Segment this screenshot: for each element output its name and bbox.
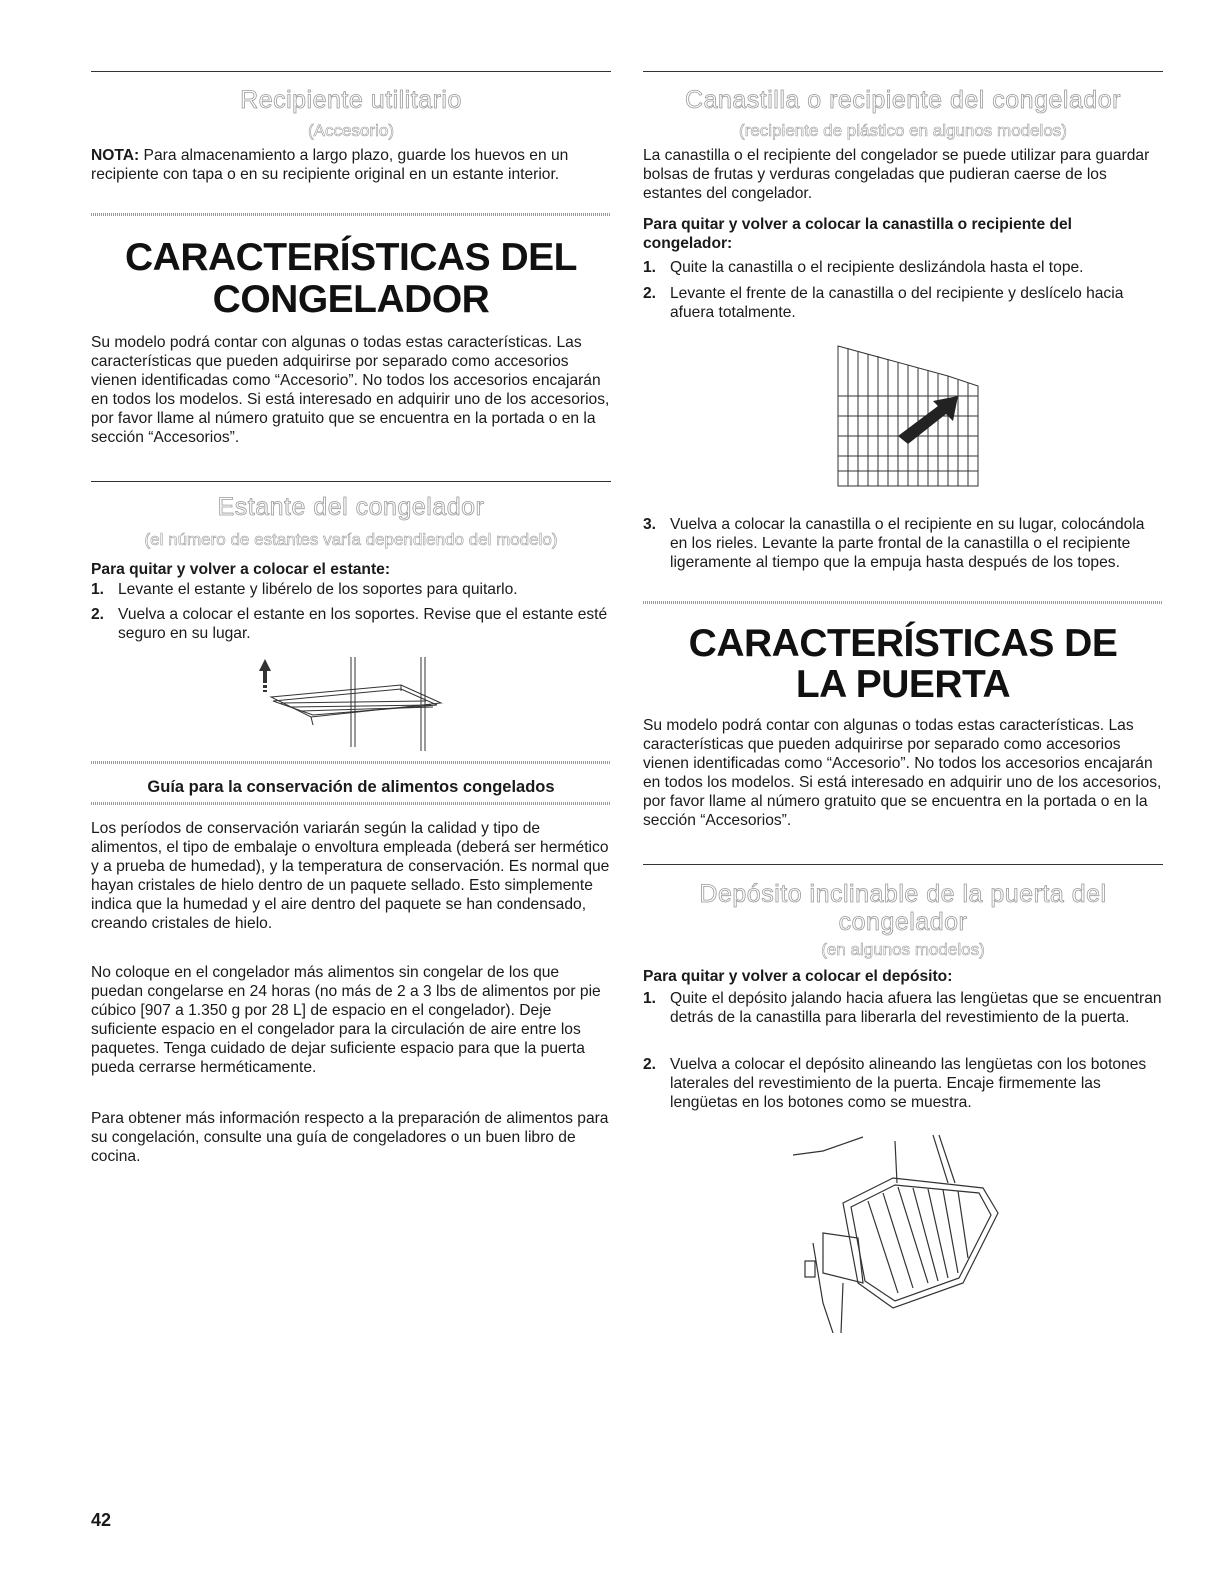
- section-divider: [643, 601, 1163, 604]
- guide-top-rule: [91, 761, 611, 764]
- freezer-heading-line1: CARACTERÍSTICAS DEL: [124, 236, 577, 279]
- guide-bottom-rule: [91, 802, 611, 805]
- shelf-instructions-heading: Para quitar y volver a colocar el estante:: [91, 561, 391, 578]
- door-intro: Su modelo podrá contar con algunas o todas estas características. Las características que pueden adquirirse por separado como accesorios vienen identificadas como “Accesorio”. No todos los accesorios encajarán en todos los modelos. Si está interesado en adquirir uno de los accesorios, por favor llame al número gratuito que se encuentra en la portada o en la sección “Accesorios”.: [643, 717, 1162, 829]
- basket-intro: La canastilla o el recipiente del congelador se puede utilizar para guardar bolsas de frutas y verduras congeladas que pudieran caerse de los estantes del congelador.: [643, 147, 1150, 202]
- guide-title: Guía para la conservación de alimentos congelados: [147, 778, 555, 796]
- basket-step: [643, 284, 1163, 322]
- nota-paragraph: [91, 146, 611, 184]
- recipiente-subtitle: (Accesorio): [308, 121, 394, 140]
- shelf-subtitle: (el número de estantes varía dependiendo del modelo): [144, 530, 558, 549]
- step-number: 2.: [91, 606, 105, 623]
- bin-subtitle: (en algunos modelos): [821, 940, 985, 959]
- step-text: Quite la canastilla o el recipiente deslizándola hasta el tope.: [670, 259, 1084, 276]
- step-text: Levante el estante y libérelo de los soportes para quitarlo.: [118, 581, 518, 598]
- door-bin-illustration: [783, 1133, 1023, 1333]
- basket-step: [643, 258, 1163, 277]
- bin-title-line1: Depósito inclinable de la puerta del: [699, 880, 1107, 908]
- step-number: 3.: [643, 516, 657, 533]
- shelf-step: [91, 605, 611, 643]
- step-text: Vuelva a colocar la canastilla o el recipiente en su lugar, colocándola en los rieles. Levante la parte frontal de la canastilla o el recipiente ligeramente al tiempo que la empuja hasta después de los topes.: [670, 516, 1145, 571]
- step-number: 1.: [643, 990, 657, 1007]
- guide-paragraph-3: Para obtener más información respecto a la preparación de alimentos para su congelación, consulte una guía de congeladores o un buen libro de cocina.: [91, 1110, 609, 1165]
- bin-step: [643, 1055, 1163, 1112]
- guide-paragraph-2: No coloque en el congelador más alimentos sin congelar de los que puedan congelarse en 24 horas (no más de 2 a 3 lbs de alimentos por pie cúbico [907 a 1.350 g por 28 L] de espacio en el congelador). Deje suficiente espacio en el congelador para la circulación de aire entre los paquetes. Tenga cuidado de dejar suficiente espacio para que la puerta pueda cerrarse herméticamente.: [91, 964, 601, 1076]
- step-text: Levante el frente de la canastilla o del recipiente y deslícelo hacia afuera totalmente.: [670, 285, 1124, 321]
- top-rule-right: [643, 71, 1163, 72]
- shelf-title: Estante del congelador: [217, 493, 485, 521]
- guide-paragraph-1: Los períodos de conservación variarán según la calidad y tipo de alimentos, el tipo de embalaje o envoltura empleada (deberá ser hermético y a prueba de humedad), y la temperatura de conservación. Es normal que hayan cristales de hielo dentro de un paquete sellado. Esto simplemente indica que la humedad y el aire dentro del paquete se han condensado, creando cristales de hielo.: [91, 820, 610, 932]
- step-text: Vuelva a colocar el depósito alineando las lengüetas con los botones laterales del revestimiento de la puerta. Encaje firmemente las lengüetas en los botones como se muestra.: [670, 1056, 1147, 1111]
- step-number: 2.: [643, 285, 657, 302]
- bin-step: [643, 989, 1163, 1027]
- freezer-heading-line2: CONGELADOR: [212, 278, 490, 321]
- basket-title: Canastilla o recipiente del congelador: [685, 86, 1121, 114]
- step-text: Quite el depósito jalando hacia afuera las lengüetas que se encuentran detrás de la canastilla para liberarla del revestimiento de la puerta.: [670, 990, 1162, 1026]
- door-heading-line1: CARACTERÍSTICAS DE: [688, 622, 1118, 665]
- nota-text: Para almacenamiento a largo plazo, guarde los huevos en un recipiente con tapa o en su recipiente original en un estante interior.: [91, 147, 569, 183]
- shelf-illustration: [251, 655, 451, 751]
- recipiente-title: Recipiente utilitario: [240, 86, 462, 114]
- page-number: 42: [91, 1510, 112, 1530]
- basket-illustration: [828, 336, 988, 496]
- shelf-rule: [91, 481, 611, 482]
- step-text: Vuelva a colocar el estante en los soportes. Revise que el estante esté seguro en su lugar.: [118, 606, 608, 642]
- freezer-intro: Su modelo podrá contar con algunas o todas estas características. Las características que pueden adquirirse por separado como accesorios vienen identificadas como “Accesorio”. No todos los accesorios encajarán en todos los modelos. Si está interesado en adquirir uno de los accesorios, por favor llame al número gratuito que se encuentra en la portada o en la sección “Accesorios”.: [91, 334, 610, 446]
- nota-label: NOTA:: [91, 147, 140, 164]
- step-number: 1.: [643, 259, 657, 276]
- basket-instructions-heading: Para quitar y volver a colocar la canastilla o recipiente del congelador:: [643, 216, 1073, 252]
- basket-step: [643, 515, 1163, 572]
- door-heading-line2: LA PUERTA: [795, 663, 1011, 706]
- step-number: 2.: [643, 1056, 657, 1073]
- bin-title-line2: congelador: [838, 908, 968, 936]
- bin-instructions-heading: Para quitar y volver a colocar el depósito:: [643, 968, 953, 985]
- basket-subtitle: (recipiente de plástico en algunos modelos): [739, 121, 1067, 140]
- step-number: 1.: [91, 581, 105, 598]
- top-rule-left: [91, 71, 611, 72]
- section-divider: [91, 213, 611, 216]
- bin-rule: [643, 864, 1163, 865]
- shelf-step: [91, 580, 611, 599]
